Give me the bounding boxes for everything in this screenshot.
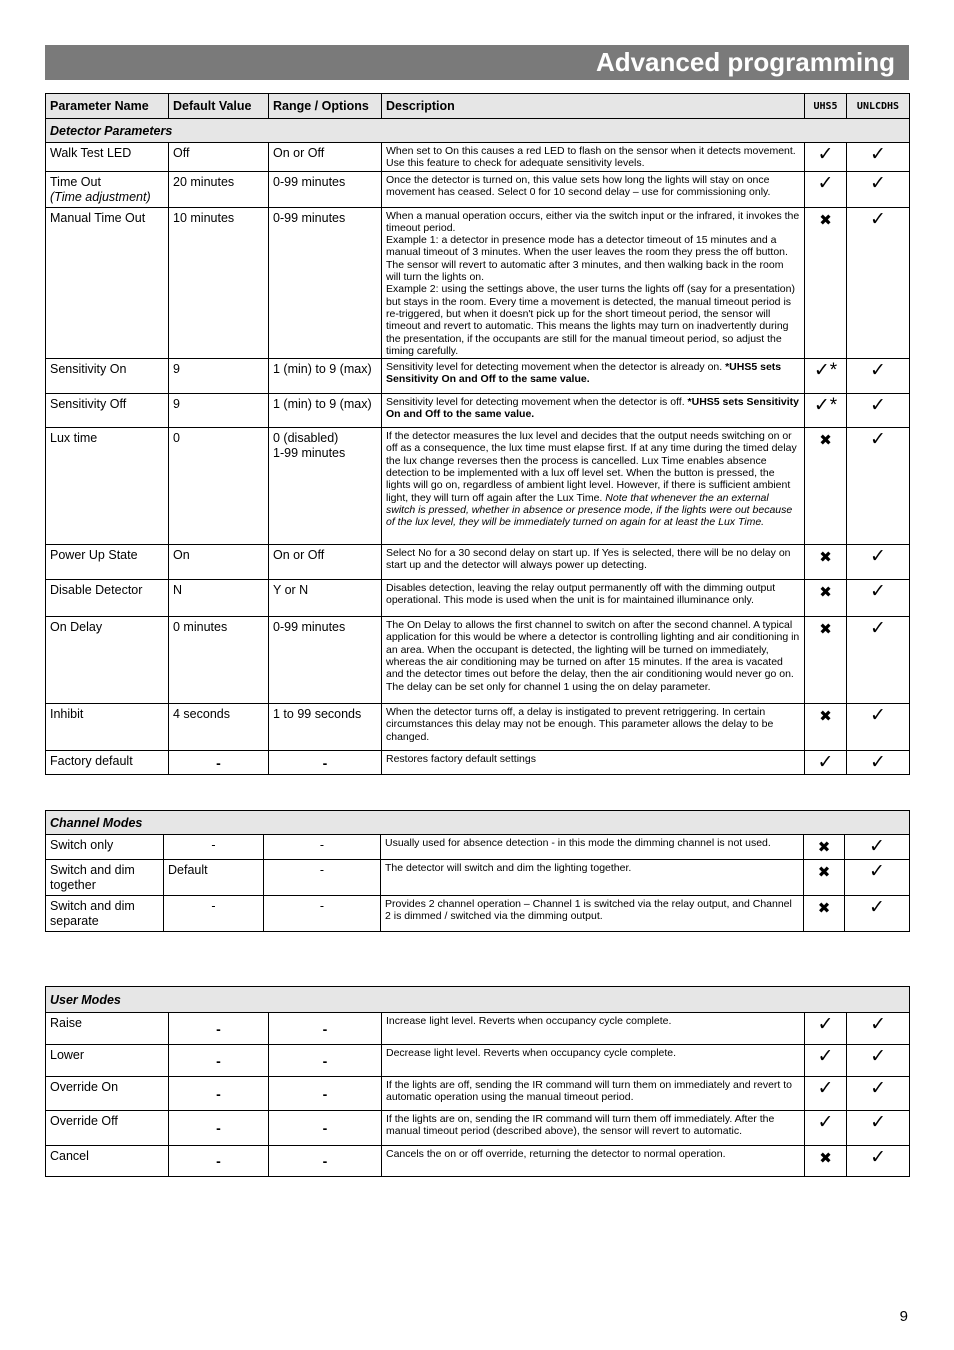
check-icon: ✓: [847, 1077, 910, 1111]
range-options: 1 (min) to 9 (max): [269, 394, 382, 428]
param-name-text: Time Out: [50, 174, 101, 189]
description: If the lights are off, sending the IR command will turn them on immediately and revert to automatic operation using the manual timeout period.: [382, 1077, 805, 1111]
check-icon: ✓: [847, 617, 910, 704]
mode-name: Switch only: [46, 835, 164, 860]
cross-icon: [805, 617, 847, 704]
param-name: Disable Detector: [46, 580, 169, 617]
table-row: [46, 1045, 910, 1077]
range-options: -: [264, 860, 381, 896]
default-value: -: [164, 896, 264, 932]
param-name: Lux time: [46, 428, 169, 545]
check-icon: ✓: [847, 171, 910, 207]
description-text: Sensitivity level for detecting movement when the detector is off.: [386, 396, 688, 409]
range-options: 0-99 minutes: [269, 171, 382, 207]
param-name: Sensitivity Off: [46, 394, 169, 428]
cross-icon-glyph: ✖: [817, 864, 831, 881]
default-value: 0: [169, 428, 269, 545]
mode-name: Override Off: [46, 1111, 169, 1146]
description-note: *UHS5 sets Sensitivity On and Off to the same value.: [386, 396, 800, 421]
cross-icon: [805, 1146, 847, 1177]
description: [382, 207, 805, 359]
range-options: -: [264, 896, 381, 932]
param-name: Walk Test LED: [46, 143, 169, 172]
default-value: 9: [169, 394, 269, 428]
mode-name: Switch and dim together: [46, 860, 164, 896]
col-header-range: Range / Options: [269, 94, 382, 119]
cross-icon-glyph: ✖: [817, 900, 831, 917]
col-header-uhs5: UHS5: [805, 94, 847, 119]
description: If the lights are on, sending the IR command will turn them off immediately. After the manual timeout period (described above), the sensor will revert to automatic.: [382, 1111, 805, 1146]
col-header-unlcdhs: UNLCDHS: [847, 94, 910, 119]
check-icon: ✓: [847, 394, 910, 428]
check-icon: ✓: [805, 1013, 847, 1045]
range-options: Y or N: [269, 580, 382, 617]
cross-icon: [804, 835, 845, 860]
description: Disables detection, leaving the relay output permanently off with the dimming output operational. This mode is used when the unit is for maintained illuminance only.: [382, 580, 805, 617]
description: Cancels the on or off override, returning the detector to normal operation.: [382, 1146, 805, 1177]
cross-icon-glyph: ✖: [819, 432, 832, 450]
check-icon: ✓: [805, 1111, 847, 1146]
default-value: N: [169, 580, 269, 617]
default-value: -: [169, 1013, 269, 1045]
range-options: -: [269, 1111, 382, 1146]
default-value: 0 minutes: [169, 617, 269, 704]
section-row: [46, 811, 910, 835]
section-title: Channel Modes: [46, 811, 910, 835]
description: Once the detector is turned on, this value sets how long the lights will stay on once movement has ceased. Select 0 for 10 second delay – use for commissioning only.: [382, 171, 805, 207]
check-icon: ✓: [847, 1146, 910, 1177]
section-title: User Modes: [46, 987, 910, 1013]
range-options: -: [269, 1077, 382, 1111]
default-value: On: [169, 545, 269, 580]
cross-icon: [805, 428, 847, 545]
check-icon: ✓*: [805, 359, 847, 394]
section-row: [46, 119, 910, 143]
description: The On Delay to allows the first channel to switch on after the second channel. A typical application for this would be where a detector is controlling lighting and air conditioning in an area. When the occupant is detected, the lighting will be turned on immediately, whereas the air conditioning may be turned on after 15 minutes. If the area is vacated and the detector times out before the delay, then the air conditioning would never go on. The delay can be set only for channel 1 using the on delay parameter.: [382, 617, 805, 704]
mode-name: Cancel: [46, 1146, 169, 1177]
description: When the detector turns off, a delay is instigated to prevent retriggering. In certain circumstances this delay may not be enough. This parameter allows the delay to be changed.: [382, 704, 805, 751]
cross-icon-glyph: ✖: [819, 621, 832, 639]
range-options: -: [269, 1013, 382, 1045]
section-title: Detector Parameters: [46, 119, 910, 143]
channel-modes-table: [45, 810, 910, 932]
param-subtitle: (Time adjustment): [50, 189, 151, 204]
range-options: 0-99 minutes: [269, 207, 382, 359]
check-icon: ✓: [805, 751, 847, 775]
section-row: [46, 987, 910, 1013]
table-row: [46, 428, 910, 545]
check-icon: ✓: [847, 751, 910, 775]
range-options: -: [264, 835, 381, 860]
check-icon: ✓: [847, 143, 910, 172]
range-options: -: [269, 1045, 382, 1077]
range-options: [269, 428, 382, 545]
table-row: [46, 580, 910, 617]
check-icon: ✓: [847, 1111, 910, 1146]
description-text: If the detector measures the lux level and decides that the output needs switching on or off as a consequence, the lux time must elapse first. If at any time during the timed delay the lux change reverses then the process is cancelled. Lux Time enables absence detection to be implemented with a lux off level set. When the button is pressed, the lights will go on, regardless of ambient light level. However, if there is sufficient ambient light, they will turn off again after the Lux Time.: [386, 430, 797, 504]
check-icon: ✓: [847, 704, 910, 751]
default-value: Off: [169, 143, 269, 172]
table-row: [46, 1013, 910, 1045]
default-value: 4 seconds: [169, 704, 269, 751]
range-options: 1 to 99 seconds: [269, 704, 382, 751]
table-row: [46, 171, 910, 207]
description: [382, 394, 805, 428]
range-options: -: [269, 1146, 382, 1177]
check-icon: ✓: [847, 359, 910, 394]
range-options: 1 (min) to 9 (max): [269, 359, 382, 394]
description: The detector will switch and dim the lighting together.: [381, 860, 804, 896]
col-header-desc: Description: [382, 94, 805, 119]
default-value: -: [169, 1111, 269, 1146]
table-row: [46, 207, 910, 359]
default-value: 9: [169, 359, 269, 394]
range-line-1: 0 (disabled): [273, 431, 339, 446]
mode-name: Switch and dim separate: [46, 896, 164, 932]
description: When set to On this causes a red LED to flash on the sensor when it detects movement. Use this feature to check for adequate sensitivity levels.: [382, 143, 805, 172]
cross-icon-glyph: ✖: [819, 584, 832, 602]
cross-icon: [805, 580, 847, 617]
default-value: -: [164, 835, 264, 860]
check-icon: ✓: [847, 207, 910, 359]
table-row: [46, 1111, 910, 1146]
default-value: -: [169, 1077, 269, 1111]
mode-name: Lower: [46, 1045, 169, 1077]
description-example-2: Example 2: using the settings above, the user turns the lights off (say for a presentation) but stays in the room. Every time a movement is detected, the manual timeout period is re-triggered, but when it doesn't pick up for the short timeout period, the sensor will timeout and revert to automatic. This means the lights may turn on inadvertently during the presentation, if the occupants are still for the manual timeout period, so adjust the timing carefully.: [386, 283, 795, 357]
col-header-default: Default Value: [169, 94, 269, 119]
cross-icon: [805, 545, 847, 580]
check-icon: ✓: [805, 1045, 847, 1077]
description: Decrease light level. Reverts when occupancy cycle complete.: [382, 1045, 805, 1077]
default-value: -: [169, 751, 269, 775]
description: Provides 2 channel operation – Channel 1 is switched via the relay output, and Channel 2 is dimmed / switched via the dimming output.: [381, 896, 804, 932]
mode-name: Raise: [46, 1013, 169, 1045]
cross-icon-glyph: ✖: [819, 549, 832, 567]
table-row: [46, 1146, 910, 1177]
range-options: On or Off: [269, 545, 382, 580]
cross-icon-glyph: ✖: [817, 839, 831, 856]
description-note: *UHS5 sets Sensitivity On and Off to the same value.: [386, 361, 782, 386]
table-row: [46, 394, 910, 428]
page-number: 9: [899, 1308, 908, 1325]
check-icon: ✓: [847, 1045, 910, 1077]
default-value: -: [169, 1146, 269, 1177]
table-row: [46, 835, 910, 860]
param-name: Manual Time Out: [46, 207, 169, 359]
table-header-row: [46, 94, 910, 119]
table-row: [46, 545, 910, 580]
detector-parameters-table: [45, 93, 910, 775]
cross-icon: [805, 704, 847, 751]
cross-icon-glyph: ✖: [819, 211, 832, 229]
page-header-banner: [45, 45, 909, 80]
cross-icon: [804, 860, 845, 896]
param-name: On Delay: [46, 617, 169, 704]
table-row: [46, 860, 910, 896]
col-header-param: Parameter Name: [46, 94, 169, 119]
description: Restores factory default settings: [382, 751, 805, 775]
check-icon: ✓: [845, 860, 910, 896]
description: Increase light level. Reverts when occupancy cycle complete.: [382, 1013, 805, 1045]
description: Usually used for absence detection - in this mode the dimming channel is not used.: [381, 835, 804, 860]
param-name: [46, 171, 169, 207]
check-icon: ✓*: [805, 394, 847, 428]
check-icon: ✓: [847, 1013, 910, 1045]
default-value: Default: [164, 860, 264, 896]
table-row: [46, 359, 910, 394]
range-options: 0-99 minutes: [269, 617, 382, 704]
default-value: 20 minutes: [169, 171, 269, 207]
mode-name: Override On: [46, 1077, 169, 1111]
description-note: Note that whenever the an external switch is pressed, whether in absence or presence mode, if the lights were out because of the lux level, they will be immediately turned on again for at least the Lux Time.: [386, 491, 793, 529]
table-row: [46, 751, 910, 775]
param-name: Sensitivity On: [46, 359, 169, 394]
check-icon: ✓: [805, 1077, 847, 1111]
cross-icon-glyph: ✖: [819, 1150, 832, 1167]
cross-icon-glyph: ✖: [819, 708, 832, 726]
check-icon: ✓: [847, 580, 910, 617]
table-row: [46, 1077, 910, 1111]
description-intro: When a manual operation occurs, either via the switch input or the infrared, it invokes the timeout period.: [386, 209, 800, 234]
table-row: [46, 143, 910, 172]
description-text: Sensitivity level for detecting movement when the detector is already on.: [386, 361, 726, 374]
param-name: Inhibit: [46, 704, 169, 751]
description: Select No for a 30 second delay on start up. If Yes is selected, there will be no delay on start up and the detector will always power up detecting.: [382, 545, 805, 580]
page-title: Advanced programming: [595, 47, 895, 77]
check-icon: ✓: [847, 428, 910, 545]
check-icon: ✓: [805, 143, 847, 172]
check-icon: ✓: [845, 835, 910, 860]
param-name: Power Up State: [46, 545, 169, 580]
description: [382, 359, 805, 394]
cross-icon: [804, 896, 845, 932]
check-icon: ✓: [847, 545, 910, 580]
default-value: -: [169, 1045, 269, 1077]
cross-icon: [805, 207, 847, 359]
range-options: -: [269, 751, 382, 775]
check-icon: ✓: [845, 896, 910, 932]
range-options: On or Off: [269, 143, 382, 172]
description: [382, 428, 805, 545]
user-modes-table: [45, 986, 910, 1177]
table-row: [46, 704, 910, 751]
default-value: 10 minutes: [169, 207, 269, 359]
table-row: [46, 896, 910, 932]
table-row: [46, 617, 910, 704]
description-example-1: Example 1: a detector in presence mode has a detector timeout of 15 minutes and a manual timeout of 3 minutes. When the user leaves the room they press the off button. The sensor will revert to automatic after 3 minutes, and then walking back in the room will turn the lights on.: [386, 234, 788, 284]
param-name: Factory default: [46, 751, 169, 775]
range-line-2: 1-99 minutes: [273, 446, 346, 461]
check-icon: ✓: [805, 171, 847, 207]
